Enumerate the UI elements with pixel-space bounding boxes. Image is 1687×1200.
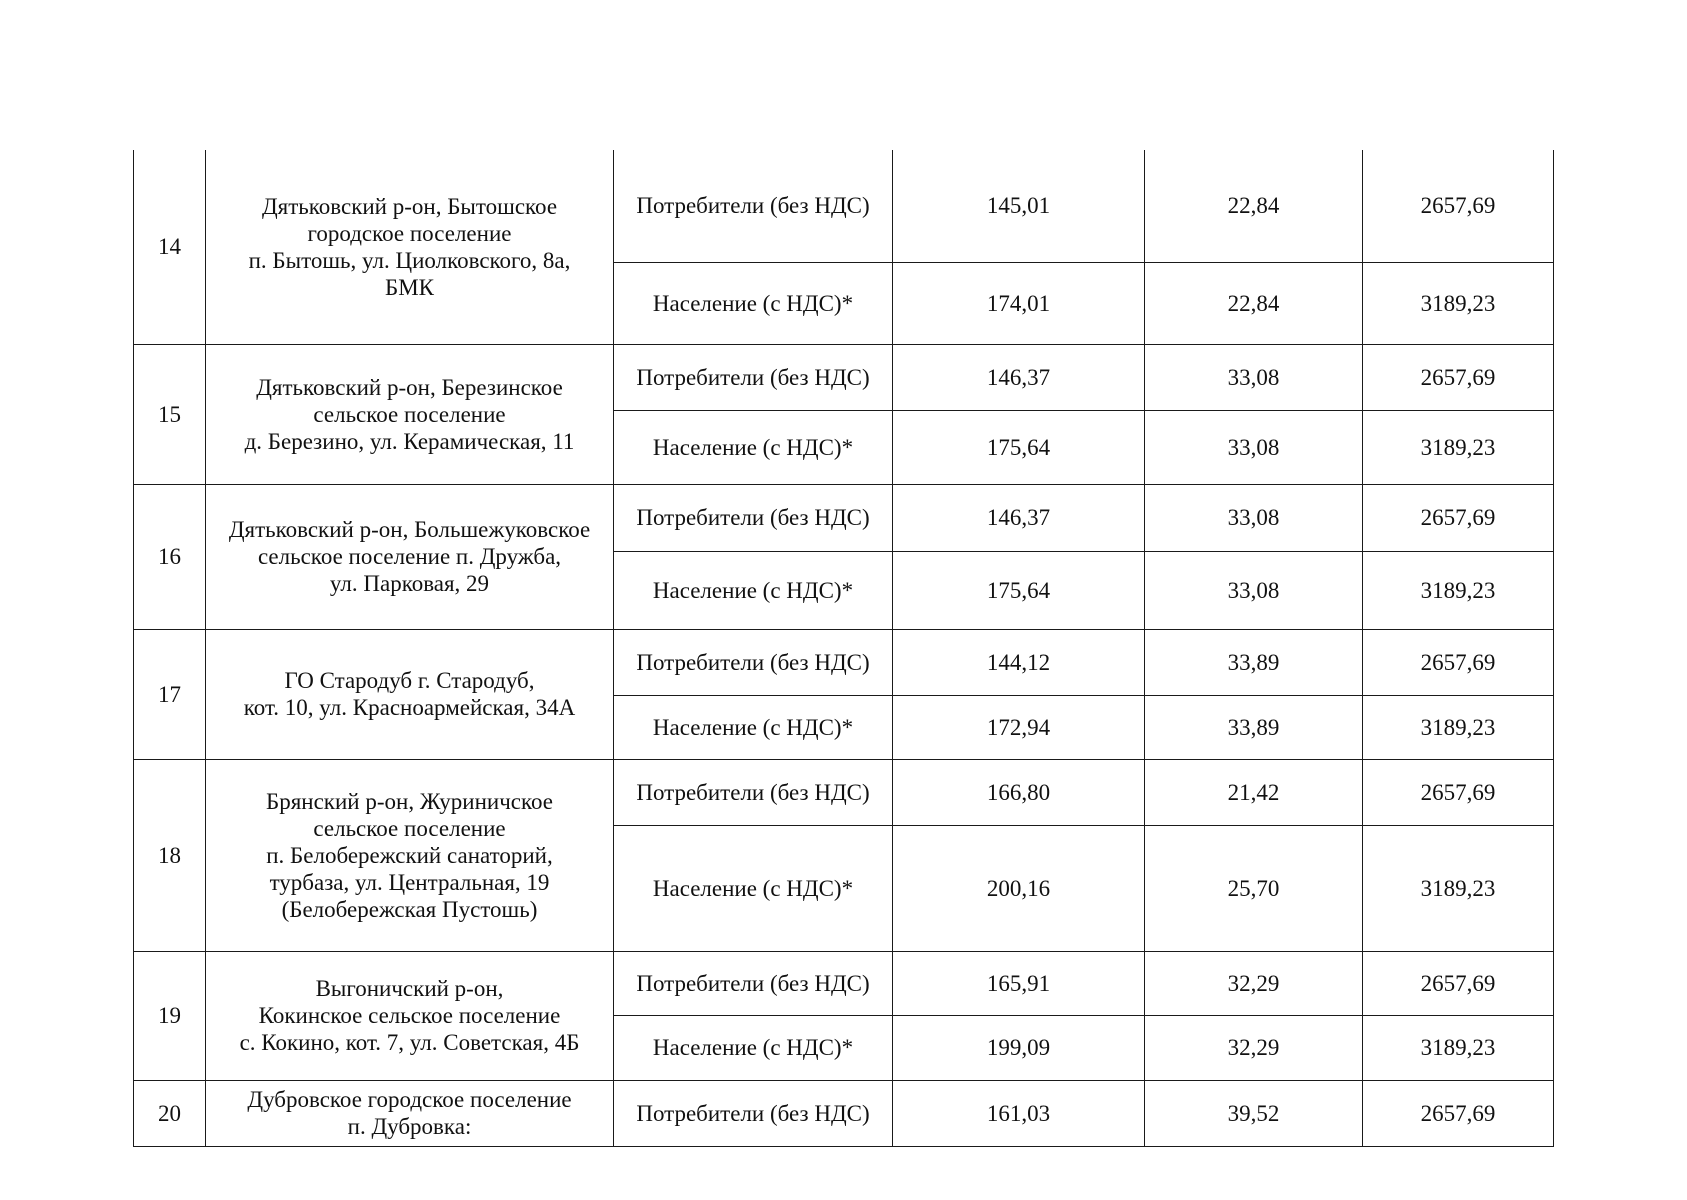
consumer-category: Потребители (без НДС) [614, 484, 893, 551]
value-col-2: 33,89 [1145, 695, 1363, 759]
value-col-3: 3189,23 [1363, 825, 1554, 951]
value-col-2: 33,08 [1145, 551, 1363, 629]
value-col-1: 172,94 [893, 695, 1145, 759]
row-number: 20 [134, 1080, 206, 1146]
consumer-category: Потребители (без НДС) [614, 759, 893, 825]
value-col-1: 161,03 [893, 1080, 1145, 1146]
consumer-category: Потребители (без НДС) [614, 1080, 893, 1146]
consumer-category: Население (с НДС)* [614, 825, 893, 951]
consumer-category: Потребители (без НДС) [614, 951, 893, 1015]
value-col-3: 2657,69 [1363, 150, 1554, 262]
value-col-2: 32,29 [1145, 951, 1363, 1015]
value-col-1: 146,37 [893, 484, 1145, 551]
value-col-3: 2657,69 [1363, 1080, 1554, 1146]
value-col-3: 3189,23 [1363, 695, 1554, 759]
row-address: ГО Стародуб г. Стародуб, кот. 10, ул. Красноармейская, 34А [206, 629, 614, 759]
value-col-3: 2657,69 [1363, 344, 1554, 410]
row-number: 16 [134, 484, 206, 629]
table-row [134, 484, 1554, 551]
tariff-table [133, 150, 1554, 1147]
value-col-3: 2657,69 [1363, 759, 1554, 825]
row-address: Дятьковский р-он, Березинское сельское поселение д. Березино, ул. Керамическая, 11 [206, 344, 614, 484]
consumer-category: Потребители (без НДС) [614, 629, 893, 695]
value-col-1: 165,91 [893, 951, 1145, 1015]
value-col-1: 144,12 [893, 629, 1145, 695]
row-address: Дубровское городское поселение п. Дубровка: [206, 1080, 614, 1146]
value-col-2: 33,08 [1145, 410, 1363, 484]
value-col-1: 166,80 [893, 759, 1145, 825]
row-address: Брянский р-он, Журиничское сельское поселение п. Белобережский санаторий, турбаза, ул. Центральная, 19 (Белобережская Пустошь) [206, 759, 614, 951]
value-col-2: 33,89 [1145, 629, 1363, 695]
consumer-category: Потребители (без НДС) [614, 150, 893, 262]
row-number: 17 [134, 629, 206, 759]
consumer-category: Население (с НДС)* [614, 262, 893, 344]
value-col-2: 22,84 [1145, 262, 1363, 344]
value-col-1: 175,64 [893, 551, 1145, 629]
value-col-2: 33,08 [1145, 344, 1363, 410]
table-row [134, 951, 1554, 1015]
tariff-table-body [134, 150, 1554, 1146]
value-col-1: 199,09 [893, 1015, 1145, 1080]
value-col-3: 3189,23 [1363, 1015, 1554, 1080]
row-number: 18 [134, 759, 206, 951]
consumer-category: Население (с НДС)* [614, 1015, 893, 1080]
value-col-2: 21,42 [1145, 759, 1363, 825]
consumer-category: Население (с НДС)* [614, 551, 893, 629]
value-col-2: 32,29 [1145, 1015, 1363, 1080]
row-number: 14 [134, 150, 206, 344]
row-address: Дятьковский р-он, Бытошское городское поселение п. Бытошь, ул. Циолковского, 8а, БМК [206, 150, 614, 344]
row-number: 19 [134, 951, 206, 1080]
value-col-2: 22,84 [1145, 150, 1363, 262]
value-col-3: 3189,23 [1363, 410, 1554, 484]
value-col-1: 200,16 [893, 825, 1145, 951]
value-col-3: 2657,69 [1363, 484, 1554, 551]
value-col-3: 2657,69 [1363, 951, 1554, 1015]
value-col-2: 33,08 [1145, 484, 1363, 551]
value-col-1: 175,64 [893, 410, 1145, 484]
table-row [134, 150, 1554, 262]
table-row [134, 344, 1554, 410]
value-col-3: 3189,23 [1363, 262, 1554, 344]
table-row [134, 1080, 1554, 1146]
value-col-3: 2657,69 [1363, 629, 1554, 695]
consumer-category: Население (с НДС)* [614, 695, 893, 759]
value-col-1: 145,01 [893, 150, 1145, 262]
row-number: 15 [134, 344, 206, 484]
value-col-1: 146,37 [893, 344, 1145, 410]
consumer-category: Потребители (без НДС) [614, 344, 893, 410]
consumer-category: Население (с НДС)* [614, 410, 893, 484]
value-col-3: 3189,23 [1363, 551, 1554, 629]
value-col-1: 174,01 [893, 262, 1145, 344]
table-row [134, 629, 1554, 695]
value-col-2: 25,70 [1145, 825, 1363, 951]
value-col-2: 39,52 [1145, 1080, 1363, 1146]
row-address: Выгоничский р-он, Кокинское сельское поселение с. Кокино, кот. 7, ул. Советская, 4Б [206, 951, 614, 1080]
row-address: Дятьковский р-он, Большежуковское сельское поселение п. Дружба, ул. Парковая, 29 [206, 484, 614, 629]
table-row [134, 759, 1554, 825]
